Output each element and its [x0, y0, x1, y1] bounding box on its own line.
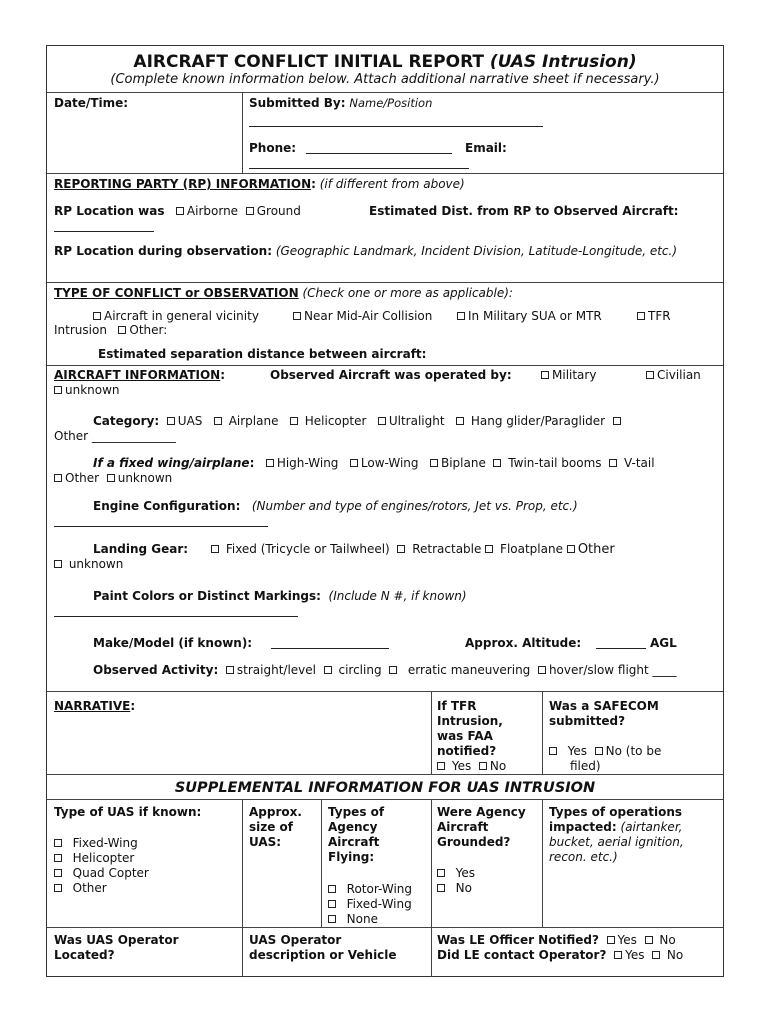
biplane-checkbox[interactable] [430, 459, 438, 467]
est-dist-label: Estimated Dist. from RP to Observed Aircraft: [369, 204, 679, 218]
unknown-checkbox[interactable] [107, 474, 115, 482]
type-uas-label: Type of UAS if known: [54, 805, 202, 819]
operator-desc-label: UAS Operator [249, 933, 342, 947]
le-notified-row: Was LE Officer Notified? Yes No [437, 933, 676, 947]
submitted-by-label: Submitted By: Name/Position [249, 96, 433, 110]
supplemental-heading: SUPPLEMENTAL INFORMATION FOR UAS INTRUSION [174, 780, 596, 796]
straight-level-checkbox[interactable] [226, 666, 234, 674]
conflict-heading: TYPE OF CONFLICT or OBSERVATION (Check one or more as applicable): [54, 286, 513, 300]
divider [47, 799, 723, 800]
military-option[interactable]: Military [541, 368, 596, 382]
grounded-yes[interactable]: Yes [437, 866, 475, 880]
other-checkbox[interactable] [567, 545, 575, 553]
rp-location-during: RP Location during observation: (Geographic Landmark, Incident Division, Latitude-Longitude, etc.) [54, 244, 678, 258]
uas-type-option[interactable]: Fixed-Wing [54, 836, 138, 850]
make-model-field[interactable] [271, 648, 389, 649]
high-wing-checkbox[interactable] [266, 459, 274, 467]
checkbox[interactable] [54, 854, 62, 862]
checkbox[interactable] [54, 386, 62, 394]
no-checkbox[interactable] [479, 762, 487, 770]
operator-desc-label-2: description or Vehicle [249, 948, 397, 962]
fixed-wing-row-2: Other unknown [54, 471, 172, 485]
agency-option[interactable]: Fixed-Wing [328, 897, 412, 911]
checkbox[interactable] [328, 915, 336, 923]
size-label-2: size of [249, 820, 294, 834]
activity-row: Observed Activity: straight/level circling erratic maneuvering hover/slow flight ____ [93, 663, 677, 677]
ops-label-4: recon. etc.) [549, 850, 618, 864]
size-label: Approx. [249, 805, 302, 819]
unknown-checkbox[interactable] [54, 560, 62, 568]
unknown-option[interactable]: unknown [54, 383, 120, 397]
grounded-label: Were Agency [437, 805, 526, 819]
category-row: Category: UAS Airplane Helicopter Ultralight Hang glider/Paraglider [93, 414, 624, 428]
rp-heading: REPORTING PARTY (RP) INFORMATION: (if different from above) [54, 177, 465, 191]
checkbox[interactable] [293, 312, 301, 320]
no-checkbox[interactable] [652, 951, 660, 959]
divider [47, 92, 723, 93]
phone-field[interactable] [306, 153, 452, 154]
airplane-checkbox[interactable] [214, 417, 222, 425]
divider [542, 691, 543, 774]
form-title: AIRCRAFT CONFLICT INITIAL REPORT (UAS Intrusion) [133, 52, 637, 72]
safecom-answers: Yes No (to be [549, 744, 661, 758]
est-dist-field[interactable] [54, 231, 154, 232]
agency-label-3: Aircraft [328, 835, 380, 849]
ops-label: Types of operations [549, 805, 683, 819]
email-label: Email: [465, 141, 507, 155]
divider [47, 774, 723, 775]
other-checkbox[interactable] [118, 326, 126, 334]
divider [431, 799, 432, 977]
low-wing-checkbox[interactable] [350, 459, 358, 467]
checkbox[interactable] [54, 884, 62, 892]
checkbox[interactable] [54, 839, 62, 847]
agency-option[interactable]: Rotor-Wing [328, 882, 412, 896]
yes-checkbox[interactable] [549, 747, 557, 755]
agency-option[interactable]: None [328, 912, 378, 926]
uas-type-option[interactable]: Other [54, 881, 107, 895]
no-checkbox[interactable] [645, 936, 653, 944]
checkbox[interactable] [93, 312, 101, 320]
altitude-field[interactable] [596, 648, 646, 649]
checkbox[interactable] [437, 884, 445, 892]
checkbox[interactable] [328, 900, 336, 908]
landing-gear-row: Landing Gear: Fixed (Tricycle or Tailwheel) Retractable Floatplane Other [93, 542, 615, 557]
no-checkbox[interactable] [595, 747, 603, 755]
floatplane-checkbox[interactable] [485, 545, 493, 553]
checkbox[interactable] [541, 371, 549, 379]
conflict-option-military[interactable]: In Military SUA or MTR [457, 309, 602, 323]
divider [542, 799, 543, 927]
circling-checkbox[interactable] [324, 666, 332, 674]
fixed-gear-checkbox[interactable] [211, 545, 219, 553]
conflict-option-nmac[interactable]: Near Mid-Air Collision [293, 309, 432, 323]
v-tail-checkbox[interactable] [609, 459, 617, 467]
divider [47, 173, 723, 174]
tfr-question: If TFR [437, 699, 477, 713]
le-contact-row: Did LE contact Operator? Yes No [437, 948, 684, 962]
category-other: Other ______________ [54, 429, 176, 443]
checkbox[interactable] [437, 869, 445, 877]
civilian-option[interactable]: Civilian [646, 368, 701, 382]
yes-checkbox[interactable] [437, 762, 445, 770]
report-form [46, 45, 724, 977]
ops-label-3: bucket, aerial ignition, [549, 835, 684, 849]
grounded-label-3: Grounded? [437, 835, 511, 849]
erratic-checkbox[interactable] [389, 666, 397, 674]
operated-by-label: Observed Aircraft was operated by: [270, 368, 512, 382]
divider [321, 799, 322, 927]
helicopter-checkbox[interactable] [290, 417, 298, 425]
fixed-wing-row: If a fixed wing/airplane: High-Wing Low-Wing Biplane Twin-tail booms V-tail [93, 456, 655, 470]
other-checkbox[interactable] [613, 417, 621, 425]
ground-checkbox[interactable] [246, 207, 254, 215]
checkbox[interactable] [637, 312, 645, 320]
agl-label: AGL [650, 636, 677, 650]
yes-checkbox[interactable] [607, 936, 615, 944]
airborne-checkbox[interactable] [176, 207, 184, 215]
size-label-3: UAS: [249, 835, 282, 849]
grounded-label-2: Aircraft [437, 820, 489, 834]
tfr-question-3: was FAA [437, 729, 493, 743]
uas-type-option[interactable]: Quad Copter [54, 866, 149, 880]
divider [47, 927, 723, 928]
operator-located-label: Was UAS Operator [54, 933, 179, 947]
divider [242, 92, 243, 173]
checkbox[interactable] [328, 885, 336, 893]
tfr-answers: Yes No [437, 759, 506, 773]
retractable-checkbox[interactable] [397, 545, 405, 553]
aircraft-heading: AIRCRAFT INFORMATION: [54, 368, 226, 382]
divider [431, 691, 432, 774]
hang-glider-checkbox[interactable] [456, 417, 464, 425]
engine-row: Engine Configuration: (Number and type of engines/rotors, Jet vs. Prop, etc.) [93, 499, 578, 513]
agency-label-4: Flying: [328, 850, 375, 864]
make-model-label: Make/Model (if known): [93, 636, 253, 650]
paint-row: Paint Colors or Distinct Markings: (Include N #, if known) [93, 589, 467, 603]
safecom-question-2: submitted? [549, 714, 626, 728]
checkbox[interactable] [457, 312, 465, 320]
divider [242, 799, 243, 977]
yes-checkbox[interactable] [614, 951, 622, 959]
paint-field[interactable] [54, 616, 298, 617]
divider [47, 365, 723, 366]
rp-location-row: RP Location was Airborne Ground [54, 204, 301, 218]
tfr-question-2: Intrusion, [437, 714, 503, 728]
conflict-option-vicinity[interactable]: Aircraft in general vicinity [93, 309, 259, 323]
form-subtitle: (Complete known information below. Attach additional narrative sheet if necessary.) [110, 72, 660, 87]
hover-checkbox[interactable] [538, 666, 546, 674]
agency-label: Types of [328, 805, 385, 819]
uas-type-option[interactable]: Helicopter [54, 851, 134, 865]
engine-field[interactable] [54, 526, 268, 527]
landing-unknown: unknown [54, 557, 123, 571]
conflict-option-tfr-cont: Intrusion Other: [54, 323, 168, 337]
ops-label-2: impacted: (airtanker, [549, 820, 683, 834]
other-checkbox[interactable] [54, 474, 62, 482]
twin-tail-checkbox[interactable] [493, 459, 501, 467]
phone-label: Phone: [249, 141, 297, 155]
separation-label: Estimated separation distance between aircraft: [98, 347, 427, 361]
checkbox[interactable] [646, 371, 654, 379]
operator-located-label-2: Located? [54, 948, 115, 962]
conflict-option-tfr[interactable]: TFR [637, 309, 671, 323]
grounded-no[interactable]: No [437, 881, 472, 895]
altitude-label: Approx. Altitude: [465, 636, 582, 650]
checkbox[interactable] [54, 869, 62, 877]
safecom-question: Was a SAFECOM [549, 699, 659, 713]
submitted-by-field[interactable] [249, 126, 543, 127]
tfr-question-4: notified? [437, 744, 497, 758]
email-field[interactable] [249, 168, 469, 169]
date-time-label: Date/Time: [54, 96, 129, 110]
agency-label-2: Agency [328, 820, 378, 834]
narrative-heading: NARRATIVE: [54, 699, 136, 713]
divider [47, 282, 723, 283]
safecom-answers-2: filed) [570, 759, 601, 773]
ultralight-checkbox[interactable] [378, 417, 386, 425]
divider [47, 691, 723, 692]
uas-checkbox[interactable] [167, 417, 175, 425]
